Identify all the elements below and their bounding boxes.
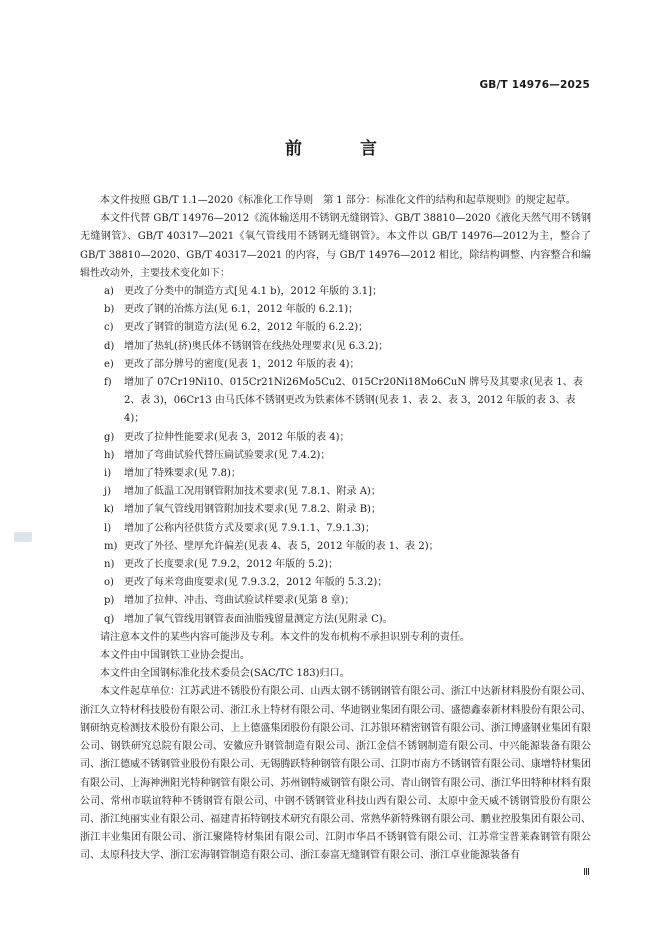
list-text: 增加了热轧(挤)奥氏体不锈钢管在线热处理要求(见 6.3.2)； — [124, 340, 389, 352]
list-item — [80, 338, 591, 356]
list-item — [80, 538, 591, 556]
list-marker: g) — [104, 431, 115, 443]
list-text: 更改了拉伸性能要求(见表 3，2012 年版的表 4)； — [124, 431, 350, 443]
list-text: 增加了氧气管线用钢管附加技术要求(见 7.8.2、附录 B)； — [124, 504, 381, 516]
list-text: 增加了拉伸、冲击、弯曲试验试样要求(见第 8 章)； — [124, 595, 355, 607]
list-marker: f) — [104, 377, 112, 389]
paragraph-patent-notice: 请注意本文件的某些内容可能涉及专利。本文件的发布机构不承担识别专利的责任。 — [100, 631, 470, 643]
list-marker: d) — [104, 340, 115, 352]
standard-code: GB/T 14976—2025 — [479, 79, 590, 91]
list-marker: p) — [104, 595, 115, 607]
list-marker: j) — [104, 486, 112, 498]
list-item — [80, 356, 591, 374]
list-item — [80, 374, 591, 429]
paragraph-technical-committee: 本文件由全国钢标准化技术委员会(SAC/TC 183)归口。 — [100, 668, 350, 680]
list-text: 更改了分类中的制造方式[见 4.1 b)，2012 年版的 3.1]； — [124, 286, 383, 298]
paragraph-drafting-rules: 本文件按照 GB/T 1.1—2020《标准化工作导则 第 1 部分：标准化文件的结构和起草规则》的规定起草。 — [100, 195, 576, 206]
list-item — [80, 592, 591, 610]
list-item — [80, 520, 591, 538]
list-text: 增加了氧气管线用钢管表面油脂残留量测定方法(见附录 C)。 — [124, 613, 393, 625]
list-marker: h) — [104, 449, 115, 461]
technical-changes-list — [80, 283, 591, 629]
list-marker: n) — [104, 559, 115, 571]
list-item — [80, 556, 591, 574]
list-text: 更改了钢管的制造方法(见 6.2，2012 年版的 6.2.2)； — [124, 322, 369, 334]
list-item — [80, 574, 591, 592]
list-text: 增加了低温工况用钢管附加技术要求(见 7.8.1、附录 A)； — [124, 486, 381, 498]
list-marker: b) — [104, 304, 115, 316]
page-title — [0, 134, 662, 159]
paragraph-drafting-units: 本文件起草单位：江苏武进不锈股份有限公司、山西太钢不锈钢钢管有限公司、浙江中达新材料股份有限公司、浙江久立特材科技股份有限公司、浙江永上特材有限公司、华迪钢业集团有限公司、盛德鑫泰新材料股份有限公司、钢研纳克检测技术股份有限公司、上上德盛集团股份有限公司、江苏银环精密钢管有限公司、浙江博盛钢业集团有限公司、钢铁研究总院有限公司、安徽应升钢管制造有限公司、浙江金信不锈钢制造有限公司、中兴能源装备有限公司、浙江德威不锈钢管业股份有限公司、无锡腾跃特种钢管有限公司、江阴市南方不锈钢管有限公司、康增特材集团有限公司、上海神洲阳光特种钢管有限公司、苏州钢特威钢管有限公司、青山钢管有限公司、浙江华田特种材料有限公司、常州市联谊特种不锈钢管有限公司、中钢不锈钢管业科技山西有限公司、太原中金天威不锈钢管股份有限公司、浙江纯丽实业有限公司、福建青拓特钢技术研究有限公司、常熟华新特殊钢有限公司、鹏业控股集团有限公司、浙江丰业集团有限公司、浙江聚隆特材集团有限公司、江阴市华昌不锈钢管有限公司、江苏常宝普莱森钢管有限公司、太原科技大学、浙江宏海钢管制造有限公司、浙江泰富无缝钢管有限公司、浙江卓业能源装备有 — [80, 686, 591, 862]
watermark-logo — [14, 532, 32, 542]
foreword-body — [80, 192, 591, 866]
page-title-text: 前 言 — [285, 139, 403, 159]
list-marker: i) — [104, 468, 112, 480]
list-text: 更改了外径、壁厚允许偏差(见表 4、表 5，2012 年版的表 1、表 2)； — [124, 540, 439, 552]
list-text: 增加了特殊要求(见 7.8)； — [124, 468, 241, 480]
list-marker: m) — [104, 540, 118, 552]
list-item — [80, 319, 591, 337]
page-number: Ⅲ — [583, 867, 590, 878]
list-marker: a) — [104, 286, 114, 298]
list-text: 增加了公称内径供货方式及要求(见 7.9.1.1、7.9.1.3)； — [124, 522, 375, 534]
list-item — [80, 301, 591, 319]
list-item — [80, 429, 591, 447]
list-marker: q) — [104, 613, 115, 625]
list-item — [80, 283, 591, 301]
list-text: 更改了每米弯曲度要求(见 7.9.3.2，2012 年版的 5.3.2)； — [124, 577, 388, 589]
list-text: 增加了弯曲试验代替压扁试验要求(见 7.4.2)； — [124, 449, 331, 461]
list-item — [80, 483, 591, 501]
list-marker: k) — [104, 504, 114, 516]
list-text: 更改了钢的冶炼方法(见 6.1，2012 年版的 6.2.1)； — [124, 304, 359, 316]
list-marker: o) — [104, 577, 114, 589]
list-item — [80, 611, 591, 629]
list-text: 更改了部分牌号的密度(见表 1，2012 年版的表 4)； — [124, 358, 360, 370]
list-marker: e) — [104, 358, 114, 370]
list-item — [80, 465, 591, 483]
list-marker: c) — [104, 322, 114, 334]
list-text: 更改了长度要求(见 7.9.2，2012 年版的 5.2)； — [124, 559, 339, 571]
paragraph-proposer: 本文件由中国钢铁工业协会提出。 — [100, 650, 250, 662]
list-text: 增加了 07Cr19Ni10、015Cr21Ni26Mo5Cu2、015Cr20Ni18Mo6CuN 牌号及其要求(见表 1、表 2、表 3)，06Cr13 由马氏体不锈钢更改为铁素体不锈钢(见表 1、表 2、表 3，2012 年版的表 3、表 4)； — [124, 377, 583, 425]
paragraph-replacement: 本文件代替 GB/T 14976—2012《流体输送用不锈钢无缝钢管》、GB/T 38810—2020《液化天然气用不锈钢无缝钢管》、GB/T 40317—2021《氧气管线用不锈钢无缝钢管》。本文件以 GB/T 14976—2012为主，整合了 GB/T 38810—2020、GB/T 40317—2021 的内容，与 GB/T 14976—2012 相比，除结构调整、内容整合和编辑性改动外，主要技术变化如下： — [80, 213, 591, 279]
list-marker: l) — [104, 522, 112, 534]
list-item — [80, 447, 591, 465]
list-item — [80, 501, 591, 519]
